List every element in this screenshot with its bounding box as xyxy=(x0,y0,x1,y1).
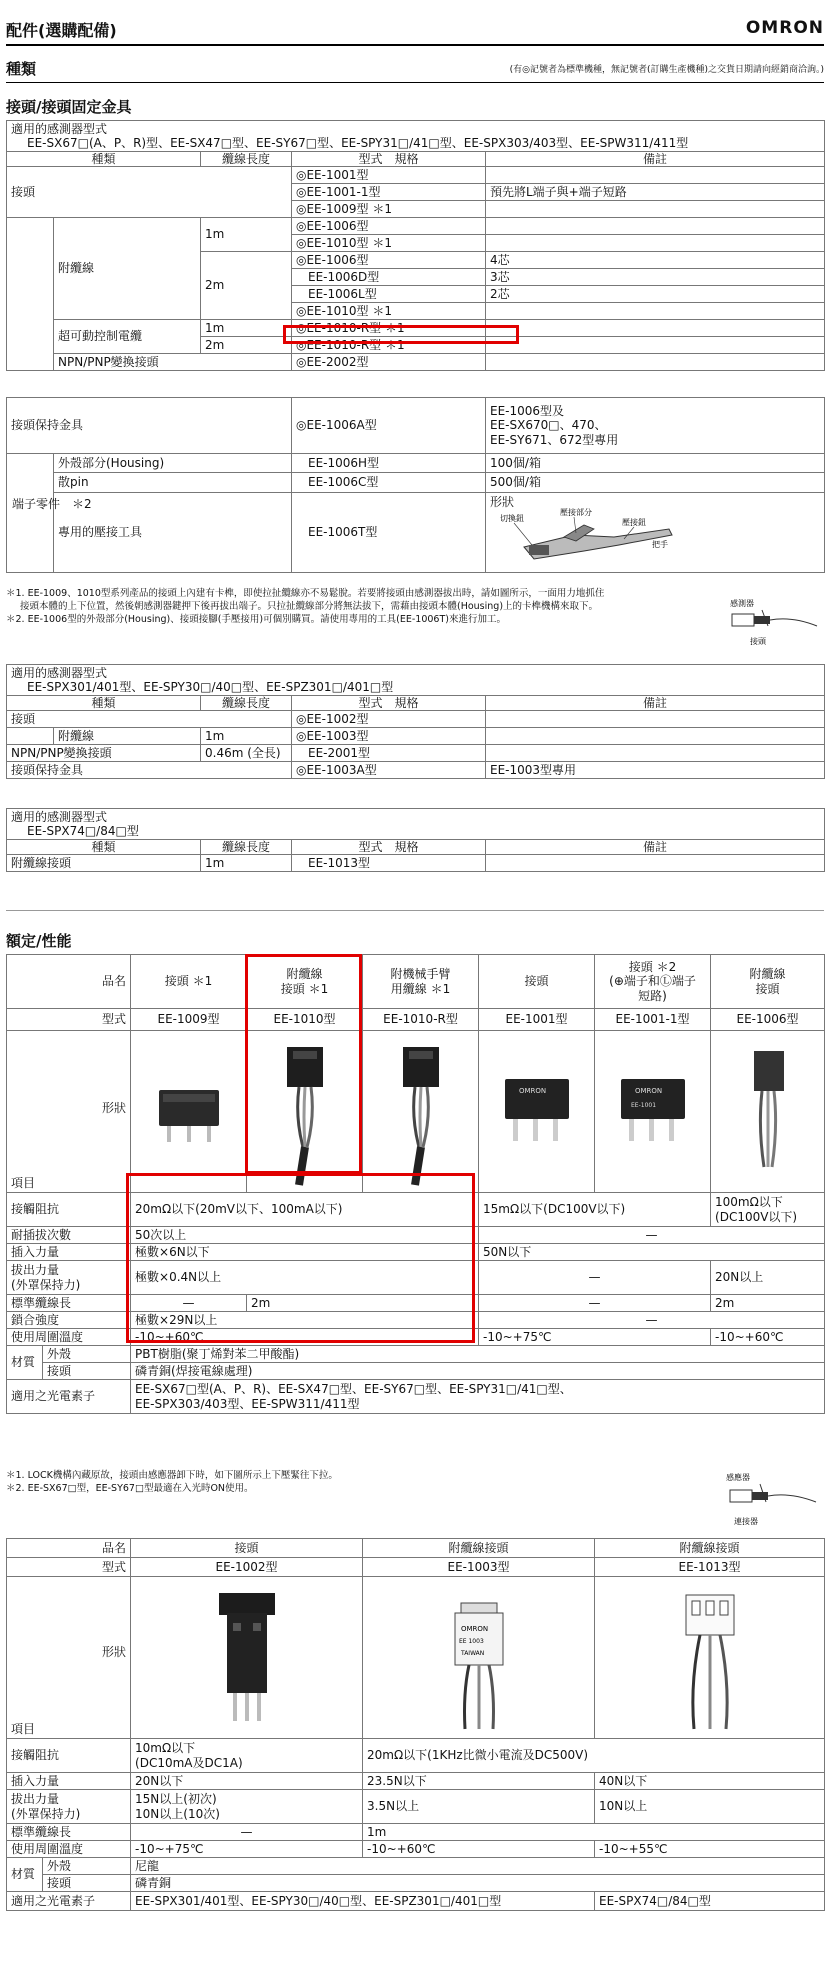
connector-1001-1-icon xyxy=(613,1067,693,1157)
t1-remark-empty xyxy=(486,354,825,371)
t4-label-insert: 插入力量 xyxy=(7,1244,131,1261)
t4-label-pull: 拔出力量 (外罩保持力) xyxy=(7,1261,131,1295)
t4-row-name: 品名 xyxy=(7,955,131,1009)
t5-name-1003: 附纜線接頭 xyxy=(363,1539,595,1558)
t4-cable-a: — xyxy=(131,1295,247,1312)
t2-remark-empty xyxy=(486,745,825,762)
t3-header-remark: 備註 xyxy=(486,839,825,854)
t4-contact-c: 100mΩ以下 (DC100V以下) xyxy=(711,1193,825,1227)
t2-model-1003a: ◎EE-1003A型 xyxy=(292,762,486,779)
t4-label-temp: 使用周圍溫度 xyxy=(7,1329,131,1346)
section2-heading: 額定/性能 xyxy=(6,930,824,955)
t1-remark-holder-line3: EE-SY671、672型專用 xyxy=(490,432,619,447)
t1-model-1006-2m: ◎EE-1006型 xyxy=(292,252,486,269)
t4-photo-1010 xyxy=(247,1031,363,1193)
t4-row-shape-cell xyxy=(7,1031,131,1193)
t5-temp-1003: -10~+60℃ xyxy=(363,1841,595,1858)
table-connector-1 xyxy=(6,120,825,371)
sketch-connector-label: 接頭 xyxy=(750,637,766,646)
t4-label-durability: 耐插拔次數 xyxy=(7,1227,131,1244)
t4-cable-b: 2m xyxy=(247,1295,479,1312)
t4-name-1001: 接頭 xyxy=(479,955,595,1009)
t3-cat: 附纜線接頭 xyxy=(7,855,201,872)
t3-applicable-models: EE-SPX74□/84□型 xyxy=(27,824,139,839)
t4-photo-1001-1 xyxy=(595,1031,711,1193)
sensor-connector-sketch-icon xyxy=(722,596,822,646)
crimp-tool-icon xyxy=(494,507,694,567)
t5-contact-b: 20mΩ以下(1KHz比微小電流及DC500V) xyxy=(363,1739,825,1773)
t1-remark-empty xyxy=(486,201,825,218)
t2-remark-empty xyxy=(486,728,825,745)
t1-applicable-models: EE-SX67□(A、P、R)型、EE-SX47□型、EE-SY67□型、EE-SPY31□/41□型、EE-SPX303/403型、EE-SPW311/411型 xyxy=(27,136,689,151)
t4-name-1010r: 附機械手臂 用纜線 ＊1 xyxy=(363,955,479,1009)
t5-pull-1013: 10N以上 xyxy=(595,1790,825,1824)
t4-pull-a: 極數×0.4N以上 xyxy=(131,1261,479,1295)
sketch-sensor-label: 感測器 xyxy=(730,599,754,608)
t1-model-1010r-2m: ◎EE-1010-R型 ＊1 xyxy=(292,337,486,354)
t4-pull-b: — xyxy=(479,1261,711,1295)
t1-remark-empty xyxy=(486,303,825,320)
t1-remark-holder-line2: EE-SX670□、470、 xyxy=(490,418,607,433)
t1-remark-4core: 4芯 xyxy=(486,252,825,269)
page-header xyxy=(6,6,824,46)
t5-row-item: 項目 xyxy=(11,1721,36,1736)
table-connector-3 xyxy=(6,808,825,872)
t1-cat-terminal: 端子零件 ＊2 xyxy=(12,497,92,511)
t5-pull-1003: 3.5N以上 xyxy=(363,1790,595,1824)
t2-model-1003: ◎EE-1003型 xyxy=(292,728,486,745)
t5-applicable-a: EE-SPX301/401型、EE-SPY30□/40□型、EE-SPZ301□/401□型 xyxy=(131,1892,595,1911)
t5-temp-1002: -10~+75℃ xyxy=(131,1841,363,1858)
t4-label-applicable: 適用之光電素子 xyxy=(7,1380,131,1414)
t4-durability-a: 50次以上 xyxy=(131,1227,479,1244)
t4-photo-1009 xyxy=(131,1031,247,1193)
connector-1013-icon xyxy=(660,1583,760,1733)
t1-cat-connector: 接頭 xyxy=(7,167,292,218)
t2-cat-holder: 接頭保持金具 xyxy=(7,762,292,779)
t5-insert-1013: 40N以下 xyxy=(595,1773,825,1790)
fn1-line2: 接頭本體的上下位置，然後朝感測器鍵押下後再拔出端子。只拉扯纜線部分將無法拔下，需藉由接頭本體(Housing)上的卡榫機構來取下。 xyxy=(20,600,599,612)
connector-1003-icon xyxy=(429,1583,529,1733)
t1-model-1001-1: ◎EE-1001-1型 xyxy=(292,184,486,201)
t4-name-1010: 附纜線 接頭 ＊1 xyxy=(247,955,363,1009)
t5-label-mat-conn: 接頭 xyxy=(43,1875,131,1892)
t3-remark-empty xyxy=(486,855,825,872)
t1-model-1001: ◎EE-1001型 xyxy=(292,167,486,184)
t2-applicable xyxy=(7,665,825,696)
t1-remark-empty xyxy=(486,235,825,252)
table-connector-2 xyxy=(6,664,825,779)
t4-label-mat-conn: 接頭 xyxy=(43,1363,131,1380)
t4-durability-b: — xyxy=(479,1227,825,1244)
t4-lock-b: — xyxy=(479,1312,825,1329)
brand-logo: OMRON xyxy=(745,18,824,38)
t2-len-046: 0.46m (全長) xyxy=(201,745,292,762)
t5-contact-a: 10mΩ以下 (DC10mA及DC1A) xyxy=(131,1739,363,1773)
t2-header-length: 纜線長度 xyxy=(201,695,292,710)
t4-name-1001-1: 接頭 ＊2 (⊕端子和Ⓛ端子 短路) xyxy=(595,955,711,1009)
t3-header-type: 種類 xyxy=(7,839,201,854)
tool-label-a: 切換鈕 xyxy=(500,513,525,523)
t2-header-type: 種類 xyxy=(7,695,201,710)
t4-label-cable: 標準纜線長 xyxy=(7,1295,131,1312)
t5-name-1002: 接頭 xyxy=(131,1539,363,1558)
t4-model-1001: EE-1001型 xyxy=(479,1009,595,1031)
t1-model-1006l: EE-1006L型 xyxy=(292,286,486,303)
t5-pull-1002: 15N以上(初次) 10N以上(10次) xyxy=(131,1790,363,1824)
t5-photo-1013 xyxy=(595,1577,825,1739)
t1-len-robot-2m: 2m xyxy=(201,337,292,354)
photo-1001-brand: OMRON xyxy=(518,1086,546,1095)
t1-model-1006d: EE-1006D型 xyxy=(292,269,486,286)
t1-remark-pin: 500個/箱 xyxy=(486,473,825,492)
t5-row-name: 品名 xyxy=(7,1539,131,1558)
t1-len-robot-1m: 1m xyxy=(201,320,292,337)
connector-1006-icon xyxy=(728,1037,808,1187)
t1-header-type: 種類 xyxy=(7,151,201,166)
t1-remark-housing: 100個/箱 xyxy=(486,454,825,473)
t3-applicable-label: 適用的感測器型式 xyxy=(11,810,108,824)
t4-temp-c: -10~+60℃ xyxy=(711,1329,825,1346)
t4-mat-conn: 磷青銅(焊接電線處理) xyxy=(131,1363,825,1380)
t5-label-mat-case: 外殼 xyxy=(43,1858,131,1875)
fn2-line1: ＊1. LOCK機構內藏原故，接頭由感應器卸下時，如下圖所示上下壓緊往下拉。 xyxy=(6,1470,338,1481)
t4-temp-b: -10~+75℃ xyxy=(479,1329,711,1346)
t1-model-1006-1m: ◎EE-1006型 xyxy=(292,218,486,235)
t1-model-1006c: EE-1006C型 xyxy=(292,473,486,492)
t1-model-1010-1m: ◎EE-1010型 ＊1 xyxy=(292,235,486,252)
t1-remark-holder xyxy=(486,398,825,454)
t1-cat-holder: 接頭保持金具 xyxy=(7,398,292,454)
t5-temp-1013: -10~+55℃ xyxy=(595,1841,825,1858)
sketch2-sensor-label: 感應器 xyxy=(726,1473,750,1482)
photo-1003-brand: OMRON xyxy=(460,1624,488,1633)
t1-sub-tool: 專用的壓接工具 xyxy=(54,492,292,572)
t5-label-contact: 接觸阻抗 xyxy=(7,1739,131,1773)
t4-model-1009: EE-1009型 xyxy=(131,1009,247,1031)
t1-remark-empty xyxy=(486,167,825,184)
t5-photo-1002 xyxy=(131,1577,363,1739)
t5-insert-1003: 23.5N以下 xyxy=(363,1773,595,1790)
photo-1003-model: EE 1003 xyxy=(458,1637,484,1645)
t4-insert-a: 極數×6N以下 xyxy=(131,1244,479,1261)
fn2-line2: ＊2. EE-SX67□型，EE-SY67□型最適在入光時ON使用。 xyxy=(6,1482,254,1494)
t1-model-1006t: EE-1006T型 xyxy=(292,492,486,572)
t5-name-1013: 附纜線接頭 xyxy=(595,1539,825,1558)
t4-name-1009: 接頭 ＊1 xyxy=(131,955,247,1009)
t1-applicable xyxy=(7,121,825,152)
photo-1003-origin: TAIWAN xyxy=(460,1649,484,1657)
t4-lock-a: 極數×29N以上 xyxy=(131,1312,479,1329)
connector-1010r-icon xyxy=(381,1037,461,1187)
photo-1001-1-brand: OMRON xyxy=(634,1086,662,1095)
t2-cat-with-cable: 附纜線 xyxy=(54,728,201,745)
t5-model-1013: EE-1013型 xyxy=(595,1558,825,1577)
t5-model-1002: EE-1002型 xyxy=(131,1558,363,1577)
t4-cable-d: 2m xyxy=(711,1295,825,1312)
t1-header-length: 纜線長度 xyxy=(201,151,292,166)
t2-model-2001: EE-2001型 xyxy=(292,745,486,762)
t5-label-pull: 拔出力量 (外罩保持力) xyxy=(7,1790,131,1824)
t2-len-1m: 1m xyxy=(201,728,292,745)
t4-applicable: EE-SX67□型(A、P、R)、EE-SX47□型、EE-SY67□型、EE-SPY31□/41□型、 EE-SPX303/403型、EE-SPW311/411型 xyxy=(131,1380,825,1414)
table-connector-1-lower xyxy=(6,397,825,573)
t5-label-applicable: 適用之光電素子 xyxy=(7,1892,131,1911)
fn1-line3: ＊2. EE-1006型的外殼部分(Housing)、接頭接腳(手壓接用)可個別購買。請使用專用的工具(EE-1006T)來進行加工。 xyxy=(6,613,506,625)
t3-header-model: 型式 規格 xyxy=(292,839,486,854)
t5-insert-1002: 20N以下 xyxy=(131,1773,363,1790)
t4-model-1010: EE-1010型 xyxy=(247,1009,363,1031)
t4-contact-a: 20mΩ以下(20mV以下、100mA以下) xyxy=(131,1193,479,1227)
t4-photo-1001 xyxy=(479,1031,595,1193)
t1-remark-3core: 3芯 xyxy=(486,269,825,286)
footnote-1 xyxy=(6,588,726,626)
t3-len: 1m xyxy=(201,855,292,872)
t1-remark-empty xyxy=(486,320,825,337)
t1-remark-2core: 2芯 xyxy=(486,286,825,303)
t5-cable-a: — xyxy=(131,1824,363,1841)
t4-row-model: 型式 xyxy=(7,1009,131,1031)
t1-cat-npn: NPN/PNP變換接頭 xyxy=(54,354,292,371)
t2-cat-npn: NPN/PNP變換接頭 xyxy=(7,745,201,762)
connector-1010-icon xyxy=(265,1037,345,1187)
t2-remark-empty xyxy=(486,711,825,728)
t2-model-1002: ◎EE-1002型 xyxy=(292,711,486,728)
t1-remark-empty xyxy=(486,218,825,235)
t1-model-1010r-1m: ◎EE-1010-R型 ＊1 xyxy=(292,320,486,337)
t1-indent xyxy=(7,218,54,371)
t3-model: EE-1013型 xyxy=(292,855,486,872)
t5-row-shape: 形狀 xyxy=(102,1645,127,1659)
t1-remark-tool-label: 形狀 xyxy=(490,494,515,509)
t4-model-1001-1: EE-1001-1型 xyxy=(595,1009,711,1031)
t4-photo-1006 xyxy=(711,1031,825,1193)
types-title: 種類 xyxy=(6,60,37,78)
t4-contact-b: 15mΩ以下(DC100V以下) xyxy=(479,1193,711,1227)
t5-mat-conn: 磷青銅 xyxy=(131,1875,825,1892)
connector-1001-icon xyxy=(497,1067,577,1157)
page-title: 配件(選購配備) xyxy=(6,21,117,40)
t5-mat-case: 尼龍 xyxy=(131,1858,825,1875)
t4-cable-c: — xyxy=(479,1295,711,1312)
t1-model-2002: ◎EE-2002型 xyxy=(292,354,486,371)
t1-len-2m: 2m xyxy=(201,252,292,320)
t4-label-mat-case: 外殼 xyxy=(43,1346,131,1363)
t1-remark-empty xyxy=(486,337,825,354)
t4-model-1006: EE-1006型 xyxy=(711,1009,825,1031)
t4-row-item: 項目 xyxy=(11,1175,36,1190)
t2-indent xyxy=(7,728,54,745)
fn1-line1: ＊1. EE-1009、1010型系列產品的接頭上內建有卡榫，即使拉扯纜線亦不易鬆脫。若要將接頭由感測器拔出時，請如圖所示，一面用力地抓住 xyxy=(6,588,605,599)
t1-model-1010-2m: ◎EE-1010型 ＊1 xyxy=(292,303,486,320)
t1-header-model: 型式 規格 xyxy=(292,151,486,166)
t2-applicable-label: 適用的感測器型式 xyxy=(11,666,108,680)
t4-row-shape: 形狀 xyxy=(102,1101,127,1115)
t4-temp-a: -10~+60℃ xyxy=(131,1329,479,1346)
t2-header-remark: 備註 xyxy=(486,695,825,710)
tool-label-c: 壓接鈕 xyxy=(622,517,647,527)
t5-applicable-b: EE-SPX74□/84□型 xyxy=(595,1892,825,1911)
t5-model-1003: EE-1003型 xyxy=(363,1558,595,1577)
t4-pull-c: 20N以上 xyxy=(711,1261,825,1295)
t1-sub-pin: 散pin xyxy=(54,473,292,492)
table-rating-2 xyxy=(6,1538,825,1911)
t5-cable-b: 1m xyxy=(363,1824,825,1841)
t2-applicable-models: EE-SPX301/401型、EE-SPY30□/40□型、EE-SPZ301□/401□型 xyxy=(27,680,394,695)
t5-label-cable: 標準纜線長 xyxy=(7,1824,131,1841)
table-rating-1 xyxy=(6,954,825,1414)
t4-label-material: 材質 xyxy=(7,1346,43,1380)
t1-model-1006h: EE-1006H型 xyxy=(292,454,486,473)
t1-cat-terminal-cell xyxy=(7,454,54,573)
t5-label-temp: 使用周圍溫度 xyxy=(7,1841,131,1858)
t3-header-length: 纜線長度 xyxy=(201,839,292,854)
types-note: (有◎記號者為標準機種，無記號者(訂購生產機種)之交貨日期請向經銷商洽詢。) xyxy=(509,65,824,75)
sketch2-connector-label: 連接器 xyxy=(734,1517,758,1526)
section1-heading: 接頭/接頭固定金具 xyxy=(6,96,824,121)
t1-remark-tool xyxy=(486,492,825,572)
t1-applicable-label: 適用的感測器型式 xyxy=(11,122,108,136)
t5-photo-1003 xyxy=(363,1577,595,1739)
t5-label-material: 材質 xyxy=(7,1858,43,1892)
t5-row-shape-cell xyxy=(7,1577,131,1739)
types-heading xyxy=(6,58,824,83)
photo-1001-1-model: EE-1001 xyxy=(630,1101,656,1109)
t2-cat-connector: 接頭 xyxy=(7,711,292,728)
t5-row-model: 型式 xyxy=(7,1558,131,1577)
connector-1002-icon xyxy=(197,1583,297,1733)
t4-name-1006: 附纜線 接頭 xyxy=(711,955,825,1009)
footnote-2 xyxy=(6,1470,706,1496)
t1-header-remark: 備註 xyxy=(486,151,825,166)
t4-mat-case: PBT樹脂(聚丁烯對苯二甲酸酯) xyxy=(131,1346,825,1363)
t4-label-contact: 接觸阻抗 xyxy=(7,1193,131,1227)
divider xyxy=(6,910,824,911)
t1-sub-housing: 外殼部分(Housing) xyxy=(54,454,292,473)
t4-insert-b: 50N以下 xyxy=(479,1244,825,1261)
t1-model-1009: ◎EE-1009型 ＊1 xyxy=(292,201,486,218)
t1-cat-robot-cable: 超可動控制電纜 xyxy=(54,320,201,354)
t4-model-1010r: EE-1010-R型 xyxy=(363,1009,479,1031)
t3-applicable xyxy=(7,809,825,840)
connector-1009-icon xyxy=(149,1072,229,1152)
sensor-connector-sketch-2-icon xyxy=(716,1470,824,1528)
t4-photo-1010r xyxy=(363,1031,479,1193)
t1-remark-1001-1: 預先將L端子與+端子短路 xyxy=(486,184,825,201)
t2-header-model: 型式 規格 xyxy=(292,695,486,710)
t2-remark-1003a: EE-1003型專用 xyxy=(486,762,825,779)
t4-label-lock: 鎖合強度 xyxy=(7,1312,131,1329)
tool-label-b: 壓接部分 xyxy=(560,507,593,517)
t1-model-1006a: ◎EE-1006A型 xyxy=(292,398,486,454)
t1-len-1m: 1m xyxy=(201,218,292,252)
t5-label-insert: 插入力量 xyxy=(7,1773,131,1790)
t1-remark-holder-line1: EE-1006型及 xyxy=(490,403,565,418)
tool-label-d: 把手 xyxy=(652,539,669,549)
t1-cat-with-cable: 附纜線 xyxy=(54,218,201,320)
